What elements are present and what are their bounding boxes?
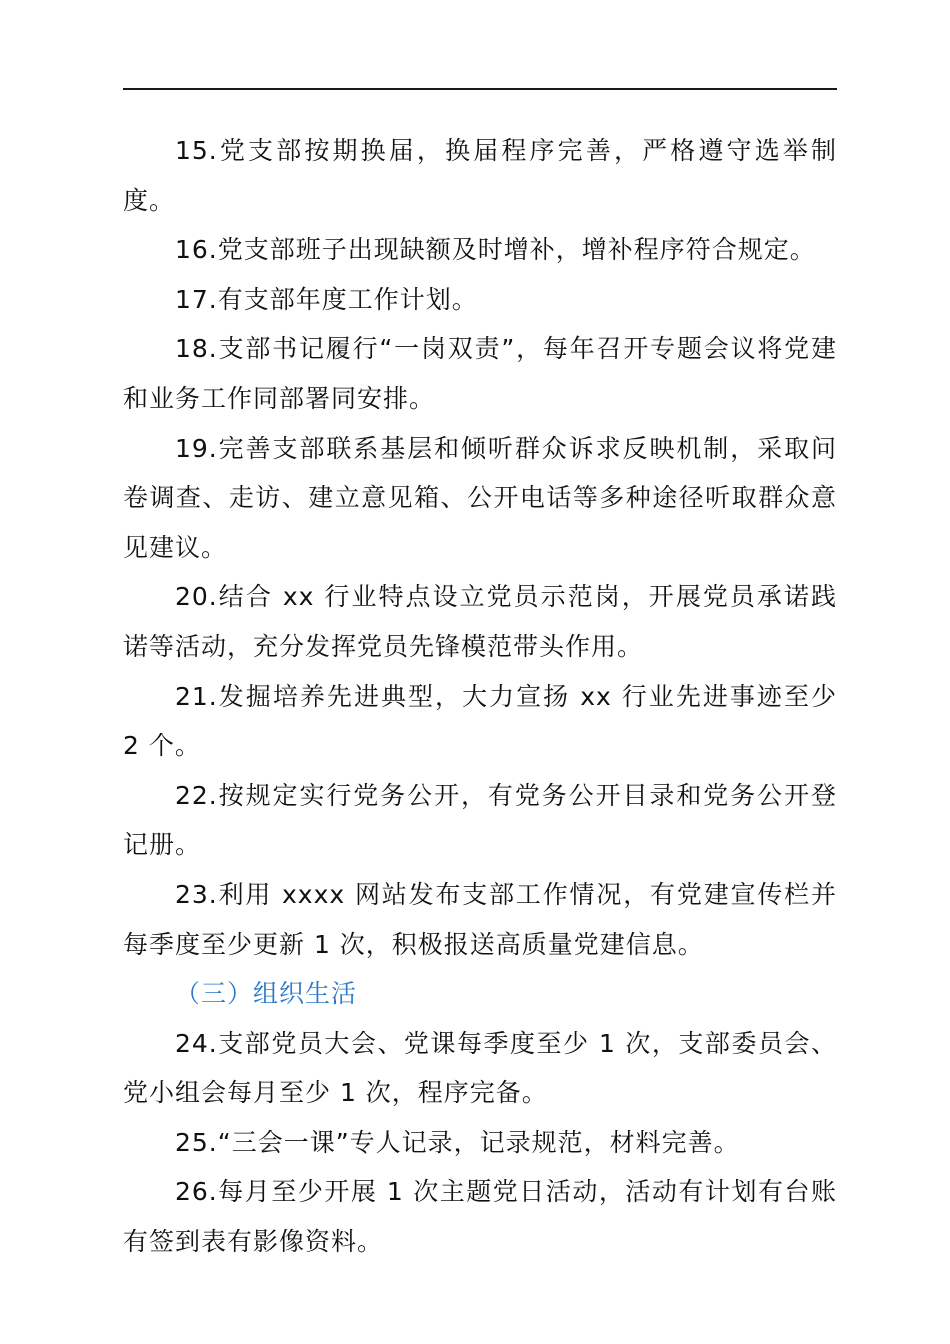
item-18: 18.支部书记履行“一岗双责”，每年召开专题会议将党建和业务工作同部署同安排。 bbox=[123, 334, 837, 413]
section-heading: （三）组织生活 bbox=[175, 979, 358, 1009]
item-19: 19.完善支部联系基层和倾听群众诉求反映机制，采取问卷调查、走访、建立意见箱、公开电话等多种途径听取群众意见建议。 bbox=[123, 433, 837, 562]
document-body bbox=[123, 126, 837, 1267]
item-25: 25.“三会一课”专人记录，记录规范，材料完善。 bbox=[175, 1127, 740, 1157]
item-15: 15.党支部按期换届，换届程序完善，严格遵守选举制度。 bbox=[123, 136, 837, 215]
item-21: 21.发掘培养先进典型，大力宣扬 xx 行业先进事迹至少 2 个。 bbox=[123, 681, 837, 761]
item-26: 26.每月至少开展 1 次主题党日活动，活动有计划有台账有签到表有影像资料。 bbox=[123, 1177, 837, 1257]
item-17: 17.有支部年度工作计划。 bbox=[175, 284, 478, 314]
item-16: 16.党支部班子出现缺额及时增补，增补程序符合规定。 bbox=[175, 235, 816, 265]
header-rule bbox=[123, 88, 837, 90]
item-24: 24.支部党员大会、党课每季度至少 1 次，支部委员会、党小组会每月至少 1 次，程序完备。 bbox=[123, 1028, 837, 1108]
item-22: 22.按规定实行党务公开，有党务公开目录和党务公开登记册。 bbox=[123, 780, 837, 860]
item-20: 20.结合 xx 行业特点设立党员示范岗，开展党员承诺践诺等活动，充分发挥党员先锋模范带头作用。 bbox=[123, 582, 837, 661]
item-23: 23.利用 xxxx 网站发布支部工作情况，有党建宣传栏并每季度至少更新 1 次，积极报送高质量党建信息。 bbox=[123, 879, 837, 959]
